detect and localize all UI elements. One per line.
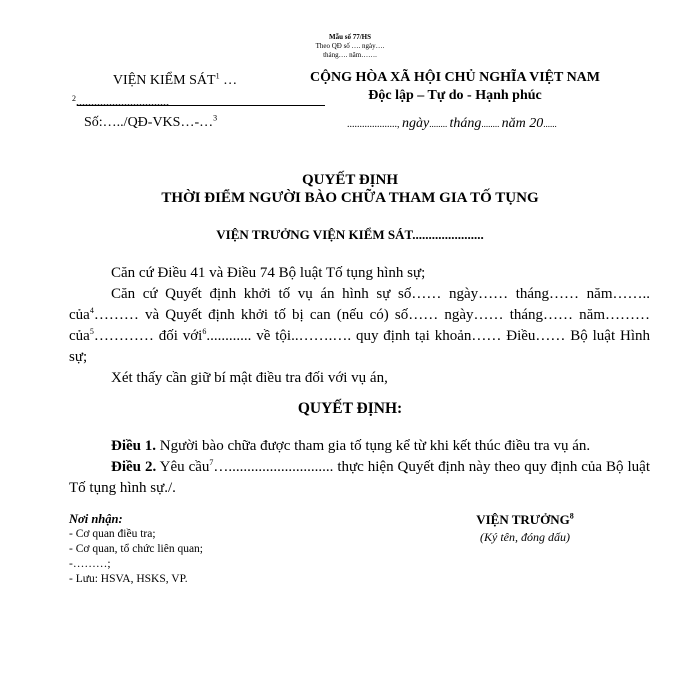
footnote-ref-3: 3	[213, 113, 218, 123]
consideration: Xét thấy cần giữ bí mật điều tra đối với vụ án,	[111, 370, 388, 386]
article-2-text-b: …............................ thực hiện Quyết định này theo quy định của Bộ luật Tố tụng hình sự./.	[69, 459, 651, 496]
form-decision-date: tháng…. năm…….	[323, 51, 377, 59]
signer-title-text: VIỆN TRƯỞNG	[476, 512, 570, 527]
footnote-ref-4: 4	[89, 306, 94, 315]
signer-title	[455, 512, 595, 528]
article-2	[69, 457, 650, 499]
legal-basis-1: Căn cứ Điều 41 và Điều 74 Bộ luật Tố tụng hình sự;	[111, 265, 426, 281]
date-year-dots: ......	[543, 119, 557, 129]
footnote-ref-8: 8	[569, 511, 574, 521]
footnote-ref-5: 5	[89, 327, 94, 336]
article-2-text-a: Yêu cầu	[156, 459, 210, 475]
issuing-authority: VIỆN TRƯỞNG VIỆN KIỂM SÁT......................	[216, 227, 484, 242]
recipient-item: - Lưu: HSVA, HSKS, VP.	[69, 573, 188, 585]
sub-agency	[72, 95, 327, 110]
header-underline	[78, 105, 325, 106]
date-year-label: năm 20	[501, 116, 544, 131]
recipient-item: - Cơ quan điều tra;	[69, 528, 156, 540]
basis-2-part-b: ……… và Quyết định khởi tố bị can (nếu có) số…… ngày…… tháng…… năm……… của	[69, 307, 650, 344]
agency-name: VIỆN KIỂM SÁT	[112, 73, 216, 88]
basis-2-part-a: Căn cứ Quyết định khởi tố vụ án hình sự số…… ngày…… tháng…… năm…….. của	[69, 286, 650, 323]
national-motto: Độc lập – Tự do - Hạnh phúc	[368, 88, 542, 103]
article-1	[69, 436, 650, 457]
decision-heading: QUYẾT ĐỊNH:	[297, 400, 403, 417]
recipient-item: - Cơ quan, tổ chức liên quan;	[69, 543, 203, 555]
date-day-label: ngày	[402, 116, 430, 131]
place-dots: ....................,	[347, 119, 402, 130]
recipient-item: -………;	[69, 558, 111, 570]
footnote-ref-6: 6	[202, 327, 207, 336]
form-number: Mẫu số 77/HS	[328, 33, 371, 41]
date-place	[347, 116, 557, 132]
basis-2-part-d: ............ về tội..…….…. quy định tại khoản…… Điều…… Bộ luật Hình sự;	[69, 328, 650, 365]
date-month-dots: ........	[481, 119, 502, 129]
signature-note: (Ký tên, đóng dấu)	[480, 530, 570, 544]
form-reference	[290, 33, 410, 60]
footnote-ref-1: 1	[215, 71, 220, 81]
document-number	[84, 115, 217, 131]
document-subtitle: THỜI ĐIỂM NGƯỜI BÀO CHỮA THAM GIA TỐ TỤNG	[161, 190, 539, 206]
article-1-label: Điều 1.	[111, 438, 156, 454]
footnote-ref-2: 2	[72, 94, 76, 103]
basis-2-part-c: ………… đối với	[93, 328, 203, 344]
recipients-heading: Nơi nhận:	[69, 512, 123, 526]
legal-basis-2	[69, 284, 650, 368]
form-decision-ref: Theo QĐ số …. ngày….	[315, 42, 385, 50]
issuing-agency	[60, 73, 290, 89]
article-1-text: Người bào chữa được tham gia tố tụng kể từ khi kết thúc điều tra vụ án.	[156, 438, 591, 454]
signature-block	[455, 512, 595, 545]
footnote-ref-7: 7	[209, 458, 214, 467]
country-name: CỘNG HÒA XÃ HỘI CHỦ NGHĨA VIỆT NAM	[309, 70, 600, 85]
article-2-label: Điều 2.	[111, 459, 157, 475]
document-number-text: Số:…../QĐ-VKS…-…	[84, 115, 214, 130]
date-day-dots: ........	[429, 119, 450, 129]
date-month-label: tháng	[449, 116, 482, 131]
sub-agency-dots: ...............................	[76, 95, 169, 109]
recipients-block	[69, 512, 329, 587]
agency-suffix: …	[219, 73, 238, 88]
document-title: QUYẾT ĐỊNH	[302, 172, 398, 188]
